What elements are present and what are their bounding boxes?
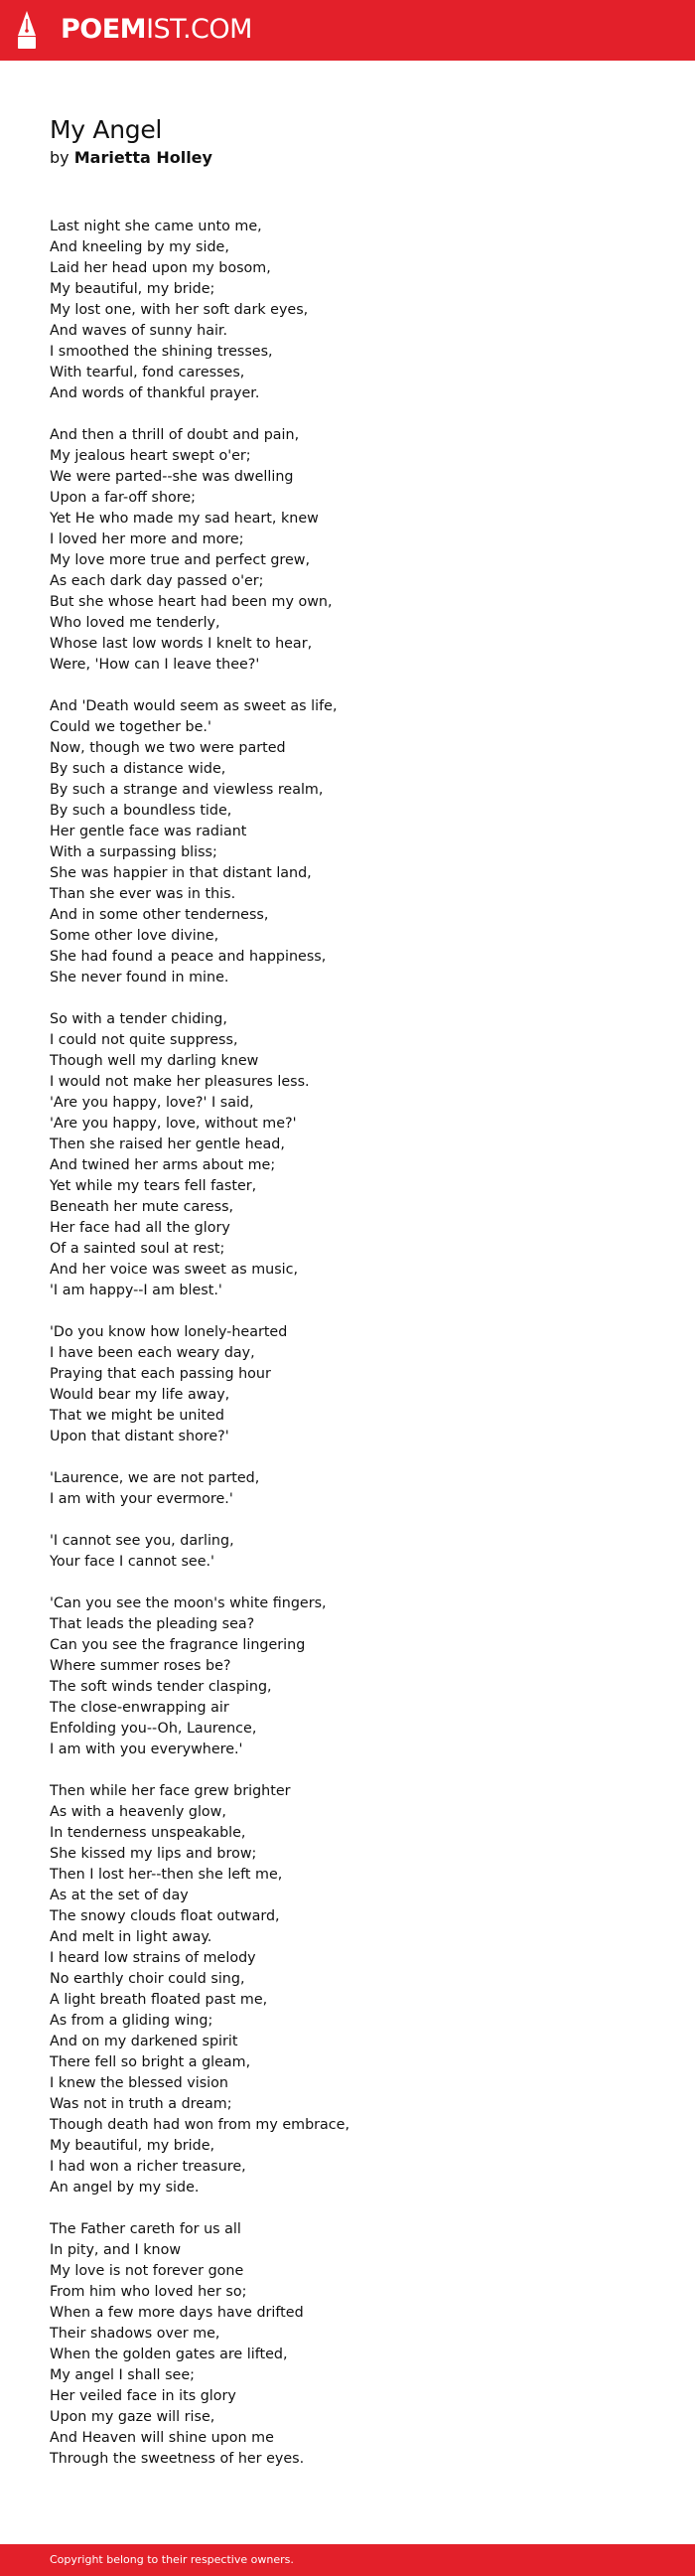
poem-title: My Angel — [50, 115, 163, 144]
byline — [50, 147, 212, 169]
poem-body: Last night she came unto me, And kneeling by my side, Laid her head upon my bosom, My beautiful, my bride; My lost one, with her soft dark eyes, And waves of sunny hair. I smoothed the shining tresses, With tearful, fond caresses, And words of thankful prayer. And then a thrill of doubt and pain, My jealous heart swept o'er; We were parted--she was dwelling Upon a far-off shore; Yet He who made my sad heart, knew I loved her more and more; My love more true and perfect grew, As each dark day passed o'er; But she whose heart had been my own, Who loved me tenderly, Whose last low words I knelt to hear, Were, 'How can I leave thee?' And 'Death would seem as sweet as life, Could we together be.' Now, though we two were parted By such a distance wide, By such a strange and viewless realm, By such a boundless tide, Her gentle face was radiant With a surpassing bliss; She was happier in that distant land, Than she ever was in this. And in some other tenderness, Some other love divine, She had found a peace and happiness, She never found in mine. So with a tender chiding, I could not quite suppress, Though well my darling knew I would not make her pleasures less. 'Are you happy, love?' I said, 'Are you happy, love, without me?' Then she raised her gentle head, And twined her arms about me; Yet while my tears fell faster, Beneath her mute caress, Her face had all the glory Of a sainted soul at rest; And her voice was sweet as music, 'I am happy--I am blest.' 'Do you know how lonely-hearted I have been each weary day, Praying that each passing hour Would bear my life away, That we might be united Upon that distant shore?' 'Laurence, we are not parted, I am with your evermore.' 'I cannot see you, darling, Your face I cannot see.' 'Can you see the moon's white fingers, That leads the pleading sea? Can you see the fragrance lingering Where summer roses be? The soft winds tender clasping, The close-enwrapping air Enfolding you--Oh, Laurence, I am with you everywhere.' Then while her face grew brighter As with a heavenly glow, In tenderness unspeakable, She kissed my lips and brow; Then I lost her--then she left me, As at the set of day The snowy clouds float outward, And melt in light away. I heard low strains of melody No earthly choir could sing, A light breath floated past me, As from a gliding wing; And on my darkened spirit There fell so bright a gleam, I knew the blessed vision Was not in truth a dream; Though death had won from my embrace, My beautiful, my bride, I had won a richer treasure, An angel by my side. The Father careth for us all In pity, and I know My love is not forever gone From him who loved her so; When a few more days have drifted Their shadows over me, When the golden gates are lifted, My angel I shall see; Her veiled face in its glory Upon my gaze will rise, And Heaven will shine upon me Through the sweetness of her eyes. — [50, 219, 350, 2467]
site-header — [0, 0, 695, 61]
site-footer — [0, 2544, 695, 2576]
brand-bold: POEM — [61, 14, 147, 45]
brand-light: IST.COM — [146, 14, 252, 45]
by-prefix: by — [50, 148, 70, 167]
pen-nib-icon[interactable] — [16, 10, 38, 50]
author-link[interactable]: Marietta Holley — [73, 148, 212, 167]
copyright-text: Copyright belong to their respective owners. — [50, 2553, 294, 2566]
site-logo-link[interactable] — [61, 14, 252, 46]
